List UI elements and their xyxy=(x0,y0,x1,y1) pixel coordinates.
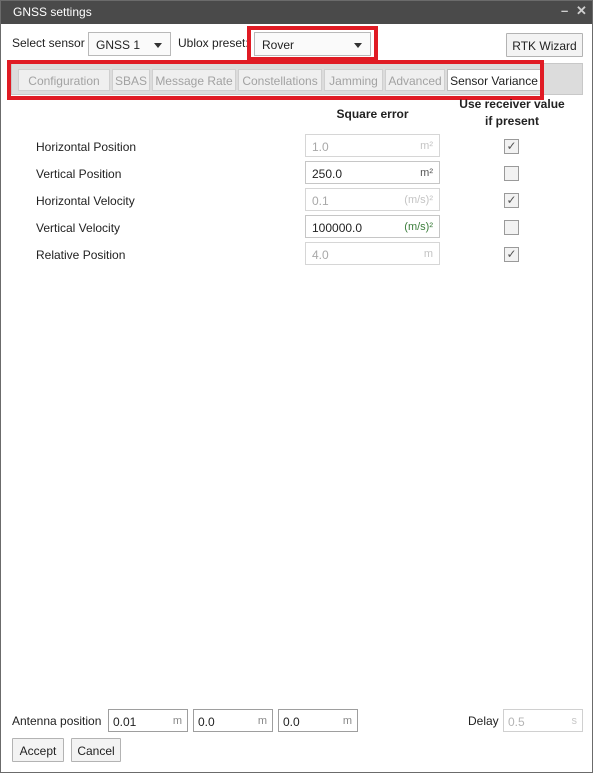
ublox-preset-label: Ublox preset: xyxy=(178,36,249,50)
antenna-x-unit: m xyxy=(172,715,182,727)
ublox-preset-select[interactable] xyxy=(254,32,371,56)
horizontal-position-value: 1.0 xyxy=(312,140,329,154)
checkmark-icon: ✓ xyxy=(506,247,517,261)
sensor-select[interactable] xyxy=(88,32,171,56)
checkmark-icon: ✓ xyxy=(506,193,517,207)
vertical-position-unit: m² xyxy=(420,167,433,179)
accept-button[interactable]: Accept xyxy=(12,738,64,762)
antenna-z-field[interactable] xyxy=(278,709,358,732)
relative-position-field[interactable] xyxy=(305,242,440,265)
vertical-position-field[interactable] xyxy=(305,161,440,184)
antenna-position-label: Antenna position xyxy=(12,714,102,728)
delay-unit: s xyxy=(571,715,577,727)
minimize-icon[interactable]: – xyxy=(561,3,569,18)
tab-bar xyxy=(11,63,583,95)
horizontal-velocity-field[interactable] xyxy=(305,188,440,211)
receiver-value-header-line2: if present xyxy=(484,114,539,128)
chevron-down-icon xyxy=(154,43,162,48)
sensor-select-value: GNSS 1 xyxy=(96,38,141,52)
vertical-velocity-unit: (m/s)² xyxy=(404,221,433,233)
relative-position-label: Relative Position xyxy=(36,248,126,262)
rtk-wizard-button[interactable]: RTK Wizard xyxy=(506,33,583,57)
relative-position-value: 4.0 xyxy=(312,248,329,262)
tab-advanced[interactable]: Advanced xyxy=(385,69,445,91)
vertical-velocity-field[interactable] xyxy=(305,215,440,238)
relative-position-unit: m xyxy=(423,248,433,260)
delay-field[interactable] xyxy=(503,709,583,732)
antenna-y-field[interactable] xyxy=(193,709,273,732)
horizontal-velocity-checkbox[interactable] xyxy=(504,193,519,208)
square-error-header: Square error xyxy=(336,107,409,121)
horizontal-velocity-value: 0.1 xyxy=(312,194,329,208)
vertical-velocity-checkbox[interactable] xyxy=(504,220,519,235)
antenna-y-value: 0.0 xyxy=(198,715,215,729)
antenna-z-unit: m xyxy=(342,715,352,727)
cancel-button[interactable]: Cancel xyxy=(71,738,121,762)
select-sensor-label: Select sensor xyxy=(12,36,85,50)
close-icon[interactable]: ✕ xyxy=(576,3,587,18)
vertical-velocity-label: Vertical Velocity xyxy=(36,221,121,235)
vertical-position-label: Vertical Position xyxy=(36,167,122,181)
antenna-z-value: 0.0 xyxy=(283,715,300,729)
antenna-x-field[interactable] xyxy=(108,709,188,732)
vertical-velocity-value: 100000.0 xyxy=(312,221,363,235)
title-bar xyxy=(1,1,592,24)
checkmark-icon: ✓ xyxy=(506,139,517,153)
antenna-x-value: 0.01 xyxy=(113,715,137,729)
vertical-position-value: 250.0 xyxy=(312,167,343,181)
relative-position-checkbox[interactable] xyxy=(504,247,519,262)
receiver-value-header-line1: Use receiver value xyxy=(459,97,565,111)
tab-constellations[interactable]: Constellations xyxy=(238,69,322,91)
horizontal-velocity-label: Horizontal Velocity xyxy=(36,194,135,208)
tab-sbas[interactable]: SBAS xyxy=(112,69,150,91)
horizontal-position-field[interactable] xyxy=(305,134,440,157)
antenna-y-unit: m xyxy=(257,715,267,727)
horizontal-position-checkbox[interactable] xyxy=(504,139,519,154)
chevron-down-icon xyxy=(354,43,362,48)
vertical-position-checkbox[interactable] xyxy=(504,166,519,181)
horizontal-position-unit: m² xyxy=(420,140,433,152)
tab-configuration[interactable]: Configuration xyxy=(18,69,110,91)
delay-label: Delay xyxy=(468,714,499,728)
horizontal-position-label: Horizontal Position xyxy=(36,140,137,154)
delay-value: 0.5 xyxy=(508,715,525,729)
tab-sensor-variance[interactable]: Sensor Variance xyxy=(447,69,541,91)
tab-message-rate[interactable]: Message Rate xyxy=(152,69,236,91)
tab-jamming[interactable]: Jamming xyxy=(324,69,383,91)
ublox-preset-value: Rover xyxy=(262,38,295,52)
horizontal-velocity-unit: (m/s)² xyxy=(404,194,433,206)
window-title: GNSS settings xyxy=(13,5,92,19)
